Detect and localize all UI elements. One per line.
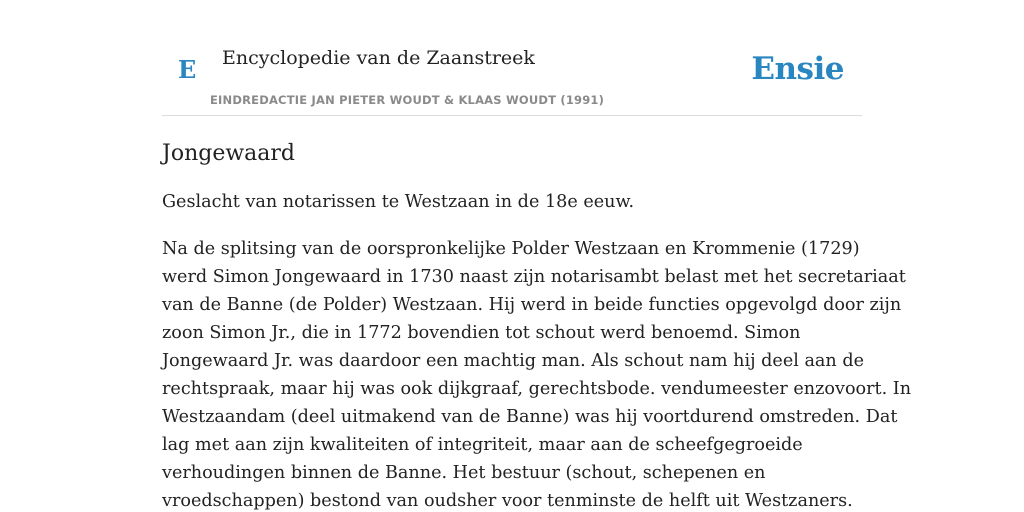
- body-line: Jongewaard Jr. was daardoor een machtig man. Als schout nam hij deel aan de: [162, 351, 865, 371]
- body-line: Westzaandam (deel uitmakend van de Banne) was hij voortdurend omstreden. Dat: [162, 407, 898, 427]
- article-lead: Geslacht van notarissen te Westzaan in de 18e eeuw.: [162, 192, 635, 212]
- body-line: van de Banne (de Polder) Westzaan. Hij werd in beide functies opgevolgd door zijn: [162, 295, 902, 315]
- article-body: [162, 235, 912, 512]
- body-line: werd Simon Jongewaard in 1730 naast zijn notarisambt belast met het secretariaat: [162, 267, 906, 287]
- article: [162, 138, 912, 512]
- body-line: vroedschappen) bestond van oudsher voor tenminste de helft uit Westzaners.: [162, 491, 853, 511]
- body-line: lag met aan zijn kwaliteiten of integriteit, maar aan de scheefgegroeide: [162, 435, 803, 455]
- ensie-brand-logo[interactable]: Ensie: [751, 51, 844, 87]
- body-line: verhoudingen binnen de Banne. Het bestuur (schout, schepenen en: [162, 463, 766, 483]
- editor-credit: EINDREDACTIE JAN PIETER WOUDT & KLAAS WOUDT (1991): [210, 93, 605, 107]
- site-title-link[interactable]: Encyclopedie van de Zaanstreek: [222, 47, 535, 69]
- article-title: Jongewaard: [162, 141, 295, 166]
- body-line: Na de splitsing van de oorspronkelijke Polder Westzaan en Krommenie (1729): [162, 239, 860, 259]
- site-header: [162, 36, 862, 116]
- body-line: rechtspraak, maar hij was ook dijkgraaf, gerechtsbode. vendumeester enzovoort. In: [162, 379, 912, 399]
- e-logo-link[interactable]: E: [178, 55, 197, 84]
- body-line: zoon Simon Jr., die in 1772 bovendien tot schout werd benoemd. Simon: [162, 323, 801, 343]
